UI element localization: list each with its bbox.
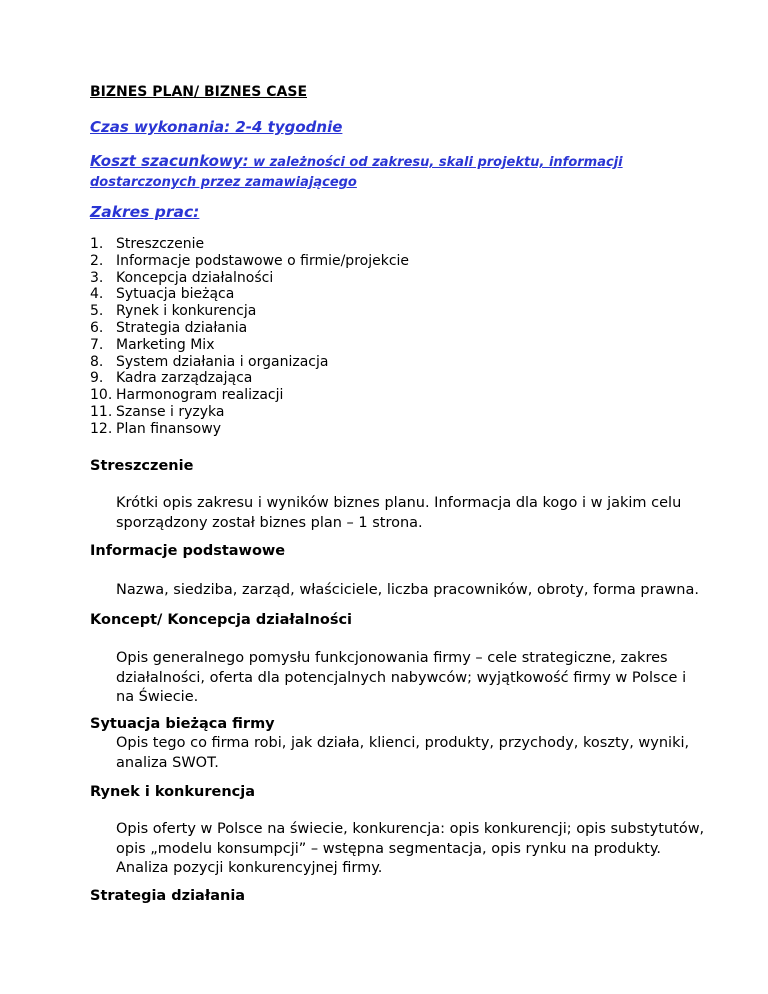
list-item: 4. Sytuacja bieżąca [90, 286, 235, 303]
time-estimate: Czas wykonania: 2-4 tygodnie [90, 118, 343, 136]
section-title-concept: Koncept/ Koncepcja działalności [90, 612, 353, 628]
list-item: 9. Kadra zarządzająca [90, 370, 253, 387]
section-body-market: Opis oferty w Polsce na świecie, konkurencja: opis konkurencji; opis substytutów, opis „modelu konsumpcji” – wstępna segmentacja, opis rynku na produkty. Analiza pozycji konkurencyjnej firmy. [116, 821, 705, 876]
list-item: 1. Streszczenie [90, 236, 205, 252]
list-item: 10. Harmonogram realizacji [90, 387, 284, 404]
list-item: 12. Plan finansowy [90, 420, 221, 437]
scope-list [90, 236, 409, 438]
document-title: BIZNES PLAN/ BIZNES CASE [90, 84, 308, 100]
list-item: 7. Marketing Mix [90, 336, 215, 353]
list-item: 3. Koncepcja działalności [90, 269, 274, 286]
scope-heading: Zakres prac: [90, 203, 200, 221]
section-title-market: Rynek i konkurencja [90, 784, 255, 800]
cost-label: Koszt szacunkowy: [90, 152, 249, 170]
section-body-current-situation: Opis tego co firma robi, jak działa, klienci, produkty, przychody, koszty, wyniki, analiza SWOT. [116, 735, 690, 771]
section-body-basic-info: Nazwa, siedziba, zarząd, właściciele, liczba pracowników, obroty, forma prawna. [116, 582, 699, 598]
section-body-summary: Krótki opis zakresu i wyników biznes planu. Informacja dla kogo i w jakim celu sporządzony został biznes plan – 1 strona. [116, 495, 682, 531]
section-title-basic-info: Informacje podstawowe [90, 543, 286, 559]
list-item: 5. Rynek i konkurencja [90, 303, 257, 320]
section-title-summary: Streszczenie [90, 458, 194, 474]
section-title-strategy: Strategia działania [90, 888, 246, 904]
list-item: 2. Informacje podstawowe o firmie/projekcie [90, 252, 410, 269]
cost-text: w zależności od zakresu, skali projektu, informacji dostarczonych przez zamawiającego [90, 155, 623, 190]
section-body-concept: Opis generalnego pomysłu funkcjonowania firmy – cele strategiczne, zakres działalności, oferta dla potencjalnych nabywców; wyjątkowość firmy w Polsce i na Świecie. [116, 650, 687, 705]
list-item: 6. Strategia działania [90, 319, 248, 336]
list-item: 11. Szanse i ryzyka [90, 403, 225, 420]
list-item: 8. System działania i organizacja [90, 353, 329, 370]
cost-estimate [90, 152, 650, 192]
section-title-current-situation: Sytuacja bieżąca firmy [90, 716, 275, 732]
